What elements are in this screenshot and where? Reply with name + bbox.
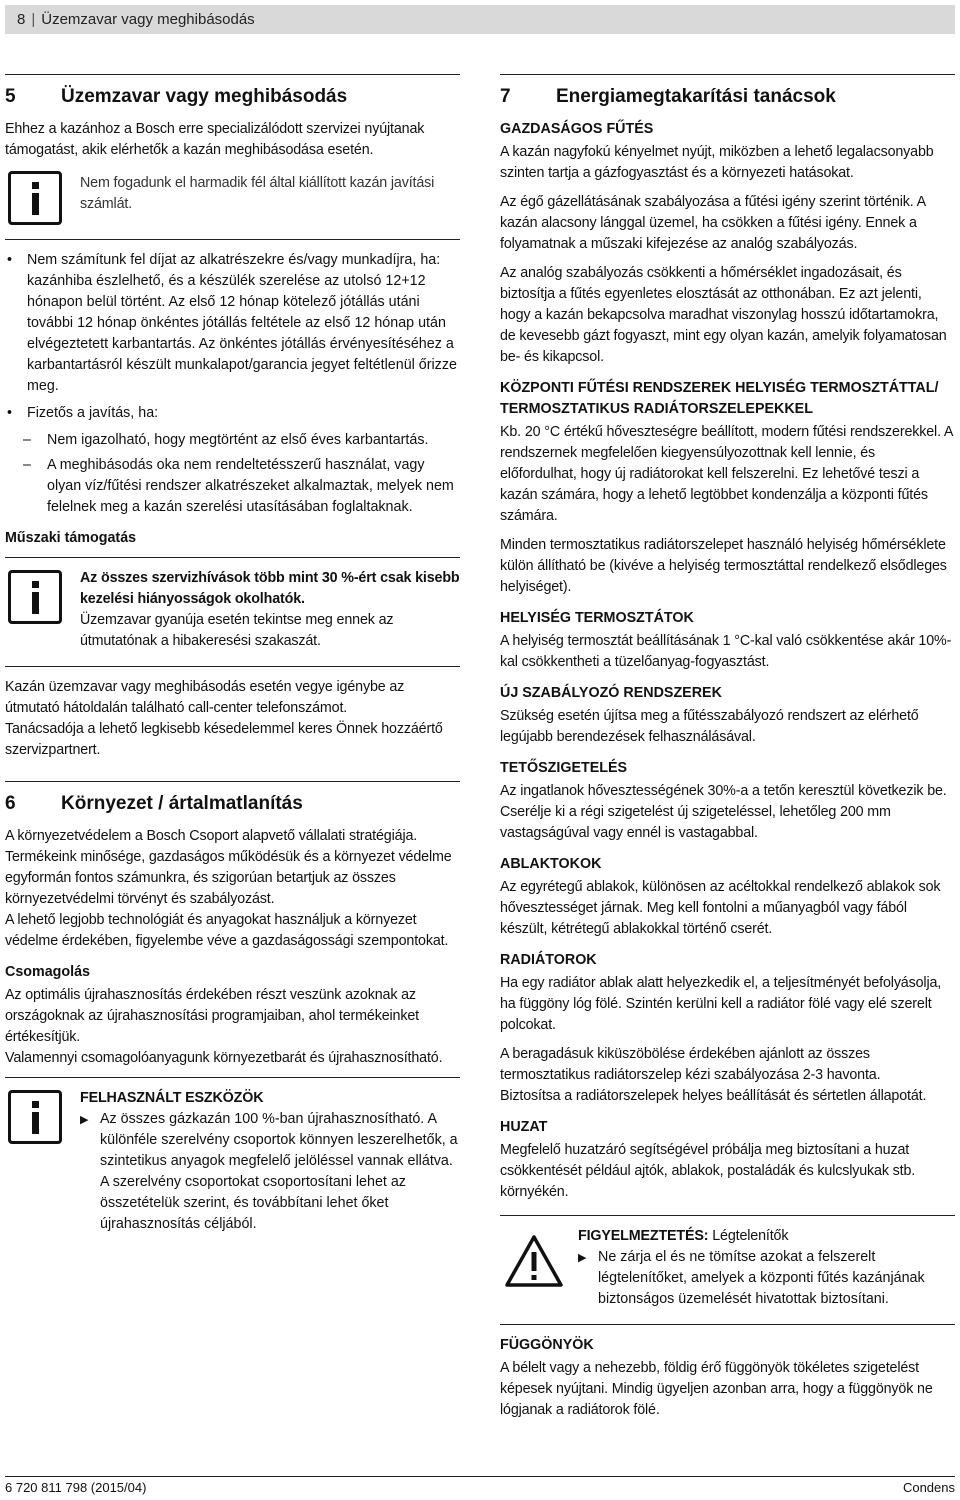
paragraph: Az égő gázellátásának szabályozása a fűtési igény szerint történik. A kazán alacsony lánggal üzemel, ha csökken a fűtési igény. Ennek a folyamatnak a műszaki kifejezése az analóg szabályozás. bbox=[500, 194, 926, 252]
paragraph: A beragadásuk kiküszöbölése érdekében ajánlott az összes termosztatikus radiátorszelep kézi szabályozása 2-3 havonta. bbox=[500, 1046, 881, 1083]
paragraph: Az egyrétegű ablakok, különösen az acéltokkal rendelkező ablakok sok hővesztességet járnak. Meg kell fontolni a műanyagból vagy fából készült, kétrétegű ablakokkal történő cserét. bbox=[500, 879, 941, 937]
page-header: 8 | Üzemzavar vagy meghibásodás bbox=[5, 5, 955, 34]
subheading: RADIÁTOROK bbox=[500, 952, 597, 968]
info-icon bbox=[8, 570, 62, 624]
subheading: KÖZPONTI FŰTÉSI RENDSZEREK HELYISÉG TERMOSZTÁTTAL/ TERMOSZTATIKUS RADIÁTORSZELEPEKKEL bbox=[500, 380, 939, 417]
used-tools-heading: FELHASZNÁLT ESZKÖZÖK bbox=[80, 1090, 264, 1106]
support-paragraph: Kazán üzemzavar vagy meghibásodás esetén vegye igénybe az útmutató hátoldalán található call-center telefonszámot. bbox=[5, 679, 405, 716]
warning-label: FIGYELMEZTETÉS: bbox=[578, 1228, 709, 1244]
subheading: HELYISÉG TERMOSZTÁTOK bbox=[500, 610, 694, 626]
right-column bbox=[500, 74, 955, 1429]
intro-text: Ehhez a kazánhoz a Bosch erre specializálódott szervizei nyújtanak támogatást, akik elérhetők a kazán meghibásodása esetén. bbox=[5, 121, 425, 158]
subheading: HUZAT bbox=[500, 1119, 548, 1135]
paragraph: Ha egy radiátor ablak alatt helyezkedik el, a teljesítményét befolyásolja, ha függöny lóg fölé. Szintén kerülni kell a radiátor fölé vagy elé szerelt polcokat. bbox=[500, 975, 942, 1033]
paragraph: A helyiség termosztát beállításának 1 °C-kal való csökkentése akár 10%-kal csökkentheti a tüzelőanyag-fogyasztást. bbox=[500, 633, 952, 670]
support-heading: Műszaki támogatás bbox=[5, 530, 137, 546]
info-bold-text: Az összes szervizhívások több mint 30 %-ért csak kisebb kezelési hiányosságok okolhatók. bbox=[80, 570, 460, 607]
subheading: TETŐSZIGETELÉS bbox=[500, 760, 628, 776]
section-5-title: 5 Üzemzavar vagy meghibásodás bbox=[5, 86, 348, 107]
section-rule bbox=[5, 74, 460, 75]
paragraph: Minden termosztatikus radiátorszelepet használó helyiség hőmérséklete külön állítható be (kivéve a helyiség termosztáttal rendelkező elsődleges helyiséget). bbox=[500, 537, 947, 595]
warning-title: Légtelenítők bbox=[708, 1228, 789, 1244]
page-number: 8 bbox=[17, 11, 26, 28]
paragraph: Az analóg szabályozás csökkenti a hőmérséklet ingadozásait, és biztosítja a fűtés egyenletes elosztását az otthonában. Ez azt jelenti, hogy a kazán bekapcsolva maradhat viszonylag hosszú időtartamokra, de kevesebb gázt fogyaszt, mint egy olyan kazán, amelyik folyamatosan be- és kikapcsol. bbox=[500, 265, 947, 365]
arrow-item: ▶ Az összes gázkazán 100 %-ban újrahasznosítható. A különféle szerelvény csoportok könnyen leszerelhetők, a szintetikus anyagok megfelelő jelöléssel vannak ellátva. A szerelvény csoportokat csoportosítani lehet az összetételük szerint, és továbbítani lehet őket újrahasznosítás céljából. bbox=[80, 1109, 460, 1235]
packaging-heading: Csomagolás bbox=[5, 964, 91, 980]
packaging-paragraph: Az optimális újrahasznosítás érdekében részt veszünk azoknak az országoknak az újrahasznosítási programjaiban, ahol termékeinket értékesítjük. bbox=[5, 987, 419, 1045]
info-notice-3 bbox=[5, 1088, 460, 1235]
paragraph: Megfelelő huzatzáró segítségével próbálja meg biztosítani a huzat csökkentését például ajtók, ablakok, postaládák és kulcslyukak stb. környékén. bbox=[500, 1142, 916, 1200]
subheading: FÜGGÖNYÖK bbox=[500, 1337, 594, 1353]
info-text: Üzemzavar gyanúja esetén tekintse meg ennek az útmutatónak a hibakeresési szakaszát. bbox=[80, 612, 394, 649]
packaging-paragraph: Valamennyi csomagolóanyagunk környezetbarát és újrahasznosítható. bbox=[5, 1050, 443, 1066]
paragraph: A bélelt vagy a nehezebb, földig érő függönyök tökéletes szigetelést képesek nyújtani. Mindig ügyeljen azonban arra, hogy a függönyök ne lógjanak a radiátorok fölé. bbox=[500, 1360, 933, 1418]
bullet-item: • Fizetős a javítás, ha: bbox=[5, 403, 460, 424]
subheading: ABLAKTOKOK bbox=[500, 856, 602, 872]
left-column bbox=[5, 74, 460, 1249]
info-text: Nem fogadunk el harmadik fél által kiállított kazán javítási számlát. bbox=[80, 175, 435, 212]
warning-icon bbox=[504, 1234, 564, 1288]
info-notice-1 bbox=[5, 169, 460, 225]
env-paragraph: Termékeink minősége, gazdaságos működésük és a környezet védelme egyformán fontos számunkra, és szigorúan betartjuk az összes környezetvédelmi törvényt és szabályozást. bbox=[5, 849, 452, 907]
paragraph: A kazán nagyfokú kényelmet nyújt, miközben a lehető legalacsonyabb szinten tartja a gázfogyasztást és a környezeti hatásokat. bbox=[500, 144, 934, 181]
paragraph: Biztosítsa a radiátorszelepek helyes beállítását és sértetlen állapotát. bbox=[500, 1088, 927, 1104]
info-icon bbox=[8, 1090, 62, 1144]
info-icon bbox=[8, 171, 62, 225]
support-paragraph: Tanácsadója a lehető legkisebb késedelemmel keres Önnek hozzáértő szervizpartnert. bbox=[5, 721, 443, 758]
env-paragraph: A környezetvédelem a Bosch Csoport alapvető vállalati stratégiája. bbox=[5, 828, 418, 844]
paragraph: Szükség esetén újítsa meg a fűtésszabályozó rendszert az elérhető legújabb berendezések felhasználásával. bbox=[500, 708, 919, 745]
page-footer bbox=[5, 1476, 955, 1499]
paragraph: Az ingatlanok hővesztességének 30%-a a tetőn keresztül következik be. Cserélje ki a régi szigetelést új szigeteléssel, lehetőleg 200 mm vastagságúval vagy ennél is vastagabbal. bbox=[500, 783, 947, 841]
subheading: ÚJ SZABÁLYOZÓ RENDSZEREK bbox=[500, 685, 722, 701]
bullet-item: • Nem számítunk fel díjat az alkatrészekre és/vagy munkadíjra, ha: kazánhiba észlelhető, és a készülék szerelése az utolsó 12+12 hónapon belül történt. Az első 12 hónap kötelező jótállás utáni további 12 hónap önkéntes jótállás feltétele az első 12 hónap után elvégeztetett karbantartás. Az önkéntes jótállás érvényesítéséhez a karbantartásról készült munkalapot/garancia jegyet feltétlenül őrizze meg. bbox=[5, 250, 460, 397]
arrow-item: ▶ Ne zárja el és ne tömítse azokat a felszerelt légtelenítőket, amelyek a központi fűtés kazánjának biztonságos üzemelését hivatottak biztosítani. bbox=[578, 1247, 955, 1310]
dash-item: – A meghibásodás oka nem rendeltetésszerű használat, vagy olyan víz/fűtési rendszer alkatrészeket alkalmaztak, melyek nem felelnek meg a kazán szerelési utasításában foglaltaknak. bbox=[5, 455, 460, 518]
header-title: Üzemzavar vagy meghibásodás bbox=[41, 11, 255, 28]
info-notice-2 bbox=[5, 568, 460, 652]
subheading: GAZDASÁGOS FŰTÉS bbox=[500, 121, 654, 137]
env-paragraph: A lehető legjobb technológiát és anyagokat használjuk a környezet védelme érdekében, figyelembe véve a gazdaságossági szempontokat. bbox=[5, 912, 449, 949]
document-id: 6 720 811 798 (2015/04) bbox=[5, 1480, 147, 1495]
paragraph: Kb. 20 °C értékű hőveszteségre beállított, modern fűtési rendszerekkel. A rendszernek megfelelően kiegyensúlyozottnak kell lennie, és előfordulhat, hogy új radiátorokat kell felszerelni. Ez lehetővé teszi a kazán számára, hogy a lehető legtöbbet kondenzálja a központi fűtés számára. bbox=[500, 424, 953, 524]
dash-item: – Nem igazolható, hogy megtörtént az első éves karbantartás. bbox=[5, 430, 460, 451]
section-6-title: 6 Környezet / ártalmatlanítás bbox=[5, 793, 303, 814]
brand-name: Condens bbox=[902, 1480, 955, 1495]
warning-notice bbox=[500, 1226, 955, 1310]
section-7-title: 7 Energiamegtakarítási tanácsok bbox=[500, 86, 836, 107]
